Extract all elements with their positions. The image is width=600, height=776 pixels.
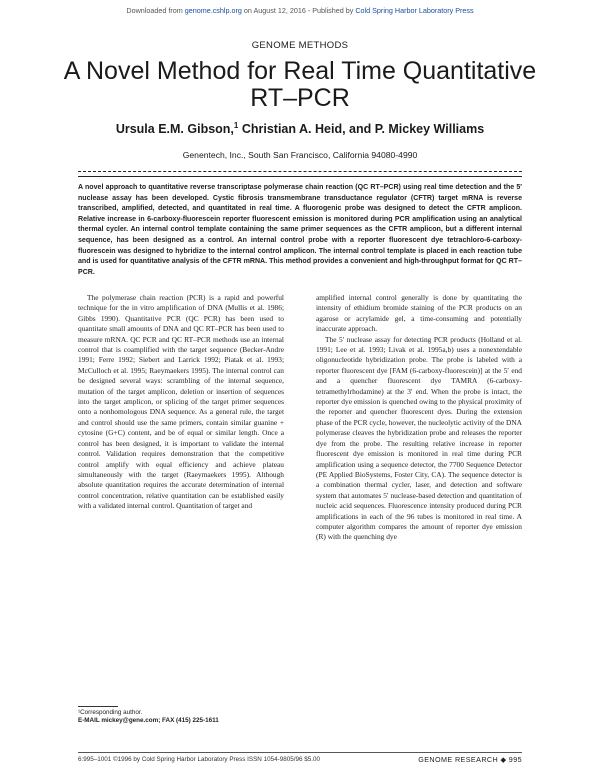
- footer-rule: [78, 752, 522, 753]
- article-title: [0, 58, 600, 112]
- body-column-left: [78, 293, 284, 697]
- author-1: Ursula E.M. Gibson,: [115, 122, 234, 137]
- header-solid-rule: [78, 176, 522, 177]
- footer-journal-page: GENOME RESEARCH ◆ 995: [418, 755, 522, 764]
- publisher-link[interactable]: Cold Spring Harbor Laboratory Press: [355, 6, 474, 15]
- body-right-paragraph-1: amplified internal control generally is done by quantitating the intensity of ethidium bromide staining of the PCR products on an agarose or acrylamide gel, a time-consuming and potentially inaccurate approach.: [316, 293, 522, 334]
- other-authors: Christian A. Heid, and P. Mickey Williams: [238, 122, 485, 137]
- banner-prefix: Downloaded from: [126, 6, 185, 15]
- footnote-contact: E-MAIL mickey@gene.com; FAX (415) 225-1611: [78, 717, 219, 724]
- author-list: [0, 121, 600, 136]
- header-dashed-rule: [78, 171, 522, 172]
- body-right-paragraph-2: The 5′ nuclease assay for detecting PCR products (Holland et al. 1991; Lee et al. 1993; Livak et al. 1995a,b) uses a nonextendable oligonucleotide hybridization probe. The probe is labeled with a reporter fluorescent dye [FAM (6-carboxy-fluorescein)] at the 5′ end and a quencher fluorescent dye TAMRA (6-carboxy-tetramethylrhodamine) at the 3′ end. When the probe is intact, the reporter dye emission is quenched owing to the physical proximity of the reporter and quencher fluorescent dyes. During the extension phase of the PCR cycle, however, the nucleolytic activity of the DNA polymerase cleaves the hybridization probe and releases the reporter dye from the probe. The resulting relative increase in reporter fluorescent dye emission is monitored in real time during PCR amplification using a sequence detector, the 7700 Sequence Detector (PE Applied BioSystems, Foster City, CA). The sequence detector is a combination thermal cycler, laser, and detection and software system that automates 5′ nuclease-based detection and quantitation of nucleic acid sequences. Fluorescence intensity produced during PCR amplifications in each of the 96 tubes is monitored in real time. A computer algorithm compares the amount of reporter dye emission (R) with the quenching dye: [316, 334, 522, 542]
- footnote-corresponding: ¹Corresponding author.: [78, 709, 143, 716]
- abstract: A novel approach to quantitative reverse transcriptase polymerase chain reaction (QC RT–PCR) using real time detection and the 5′ nuclease assay has been developed. Cystic fibrosis transmembrane transductance regulator (CFTR) target mRNA is reverse transcribed, amplified, detected, and quantitated in real time. A fluorogenic probe was designed to detect the CFTR amplicon. Relative increase in 6-carboxy-fluorescein reporter fluorescent emission is monitored during PCR amplification using an analytical thermal cycler. An internal control template containing the same primer sequences as the CFTR amplicon, but a different internal sequence, has been designed as a control. An internal control probe with a reporter fluorescent dye tetrachloro-6-carboxy-fluorescein was designed to hybridize to the internal control amplicon. The internal control template is placed in each reaction tube and is used for quantitative analysis of the CFTR mRNA. This method provides a convenient and high-throughput format for QC RT–PCR.: [78, 184, 522, 276]
- title-line-2: RT–PCR: [250, 84, 350, 112]
- genome-site-link[interactable]: genome.cshlp.org: [184, 6, 242, 15]
- body-left-paragraph: The polymerase chain reaction (PCR) is a rapid and powerful technique for the in vitro amplification of DNA (Mullis et al. 1986; Gibbs 1990). Quantitative PCR (QC PCR) has been used to quantitate small amounts of DNA and QC RT–PCR has been used to measure mRNA. QC PCR and QC RT–PCR methods use an internal control that is coamplified with the target sequence (Becker-Andre 1991; Ferre 1992; Siebert and Larrick 1992; Piatak et al. 1993; McCulloch et al. 1995; Raeymaekers 1995). The internal control can be designed several ways: scrambling of the internal sequence, mutation of the target amplicon, deletion or insertion of sequences into the target amplicon, or splicing of the target primer sequences onto a nonhomologous DNA sequence. As a general rule, the target and control should use the same primers, contain similar guanine + cytosine (G+C) content, and be of equal or similar length. Once a control has been designed, it is important to validate the internal control. Validation requires demonstration that the competitive control amplify with equal efficiency and achieve plateau simultaneously with the target (Raeymaekers 1995). Although absolute quantitation requires the accurate determination of internal control concentration, relative quantitation can be established easily with a validated internal control. Quantitation of target and: [78, 293, 284, 511]
- footer-citation: 6:995–1001 ©1996 by Cold Spring Harbor Laboratory Press ISSN 1054-9805/96 $5.00: [78, 756, 320, 763]
- body-column-right: [316, 293, 522, 748]
- section-label: GENOME METHODS: [251, 40, 349, 51]
- affiliation: Genentech, Inc., South San Francisco, California 94080-4990: [182, 150, 418, 160]
- banner-middle: on August 12, 2016 - Published by: [241, 6, 356, 15]
- title-line-1: A Novel Method for Real Time Quantitative: [63, 57, 537, 85]
- footnote-rule: [78, 706, 118, 707]
- download-banner: [0, 6, 600, 15]
- author-1-footnote-mark: 1: [233, 121, 239, 130]
